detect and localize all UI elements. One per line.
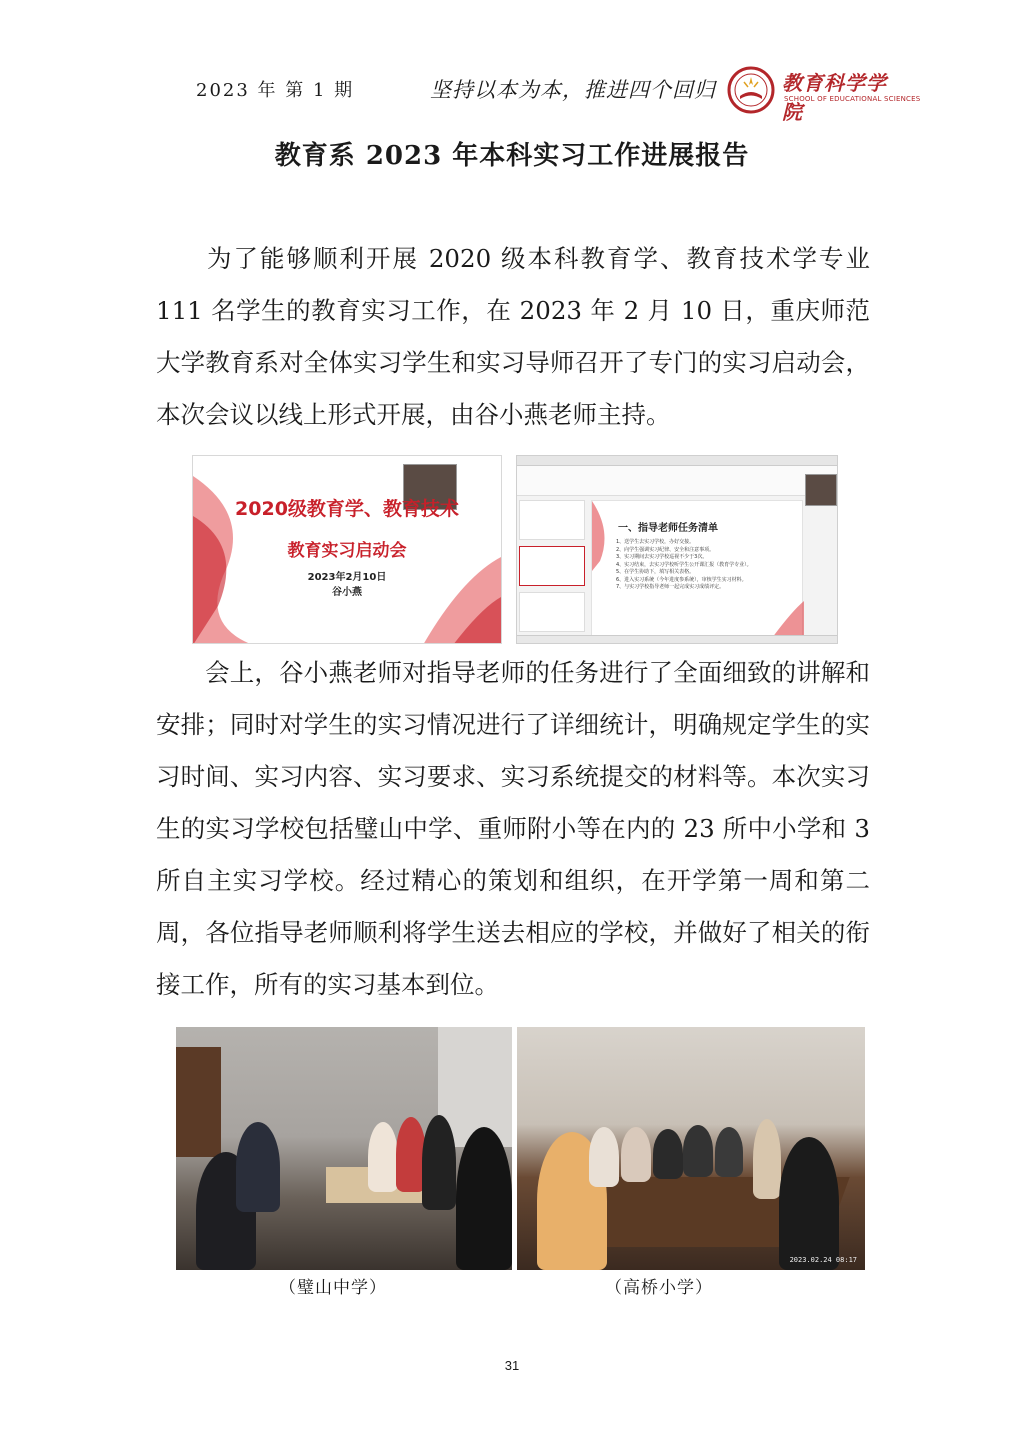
- person-shape: [779, 1137, 839, 1270]
- slide-thumbnail: [519, 592, 585, 632]
- task-item: 7、与实习学校指导老师一起完成实习成绩评定。: [616, 584, 725, 590]
- task-item: 3、实习期间去实习学校巡视不少于3次。: [616, 554, 708, 560]
- person-shape: [683, 1125, 713, 1177]
- logo-school-name: 教育科学学院: [782, 71, 887, 124]
- person-shape: [422, 1115, 456, 1210]
- task-list: [616, 539, 796, 592]
- bishan-meeting-photo: [176, 1027, 512, 1270]
- meeting-slide-screenshot: [192, 455, 502, 644]
- slide-presenter: 谷小燕: [332, 587, 362, 598]
- photo-timestamp: 2023.02.24 08:17: [789, 1256, 857, 1264]
- school-logo: [726, 66, 921, 124]
- app-titlebar: [517, 456, 837, 466]
- slide-title-line2: 教育实习启动会: [287, 541, 407, 561]
- paragraph-intro: [156, 233, 870, 441]
- person-shape: [589, 1127, 619, 1187]
- person-shape: [368, 1122, 398, 1192]
- person-shape: [753, 1119, 781, 1199]
- person-shape: [236, 1122, 280, 1212]
- presenter-video-thumbnail: [805, 474, 837, 506]
- slide-thumbnail: [519, 500, 585, 540]
- header-slogan: 坚持以本为本，推进四个回归: [430, 78, 716, 102]
- article-title: 教育系 2023 年本科实习工作进展报告: [274, 141, 750, 171]
- task-item: 6、进入实习系统（今年进度参系统），审核学生实习材料。: [616, 576, 747, 583]
- caption-bishan: （璧山中学）: [279, 1278, 387, 1298]
- page-number: 31: [504, 1358, 520, 1373]
- paragraph-intro-text: 为了能够顺利开展 2020 级本科教育学、教育技术学专业 111 名学生的教育实习工作，在 2023 年 2 月 10 日，重庆师范大学教育系对全体实习学生和实习导师召开了专门的实习启动会，本次会议以线上形式开展，由谷小燕老师主持。: [156, 244, 870, 429]
- gaoqiao-meeting-photo: [517, 1027, 865, 1270]
- bookshelf-shape: [176, 1047, 221, 1157]
- logo-english-name: SCHOOL OF EDUCATIONAL SCIENCES: [784, 95, 921, 103]
- slide-title-line1: 2020级教育学、教育技术: [235, 498, 459, 520]
- task-item: 1、送学生去实习学校，办好交接。: [616, 539, 695, 545]
- paragraph-details-text: 会上，谷小燕老师对指导老师的任务进行了全面细致的讲解和安排；同时对学生的实习情况进行了详细统计，明确规定学生的实习时间、实习内容、实习要求、实习系统提交的材料等。本次实习生的实习学校包括璧山中学、重师附小等在内的 23 所中小学和 3 所自主实习学校。经过精心的策划和组织，在开学第一周和第二周，各位指导老师顺利将学生送去相应的学校，并做好了相关的衔接工作，所有的实习基本到位。: [156, 658, 870, 999]
- issue-number: 2023 年 第 1 期: [196, 80, 355, 101]
- slide-date: 2023年2月10日: [307, 572, 387, 583]
- person-shape: [621, 1127, 651, 1182]
- slide-heading: 一、指导老师任务清单: [618, 523, 718, 534]
- paragraph-details: [156, 647, 870, 1011]
- school-emblem-icon: [726, 66, 776, 114]
- app-toolbar: [517, 466, 837, 496]
- page-header: [0, 66, 1024, 124]
- person-shape: [715, 1127, 743, 1177]
- slide-thumbnails-panel: [519, 500, 585, 638]
- presentation-software-screenshot: [516, 455, 838, 644]
- task-item: 5、在学生协助下，填写相关表格。: [616, 569, 695, 575]
- task-item: 2、向学生强调实习纪律、安全和注意事项。: [616, 546, 715, 553]
- task-item: 4、实习结束，去实习学校听学生公开课汇报（教育学专业）。: [616, 561, 752, 568]
- slide-thumbnail: [519, 546, 585, 586]
- app-statusbar: [517, 635, 837, 643]
- person-shape: [653, 1129, 683, 1179]
- person-shape: [456, 1127, 512, 1270]
- current-slide: [591, 500, 803, 637]
- caption-gaoqiao: （高桥小学）: [605, 1278, 713, 1298]
